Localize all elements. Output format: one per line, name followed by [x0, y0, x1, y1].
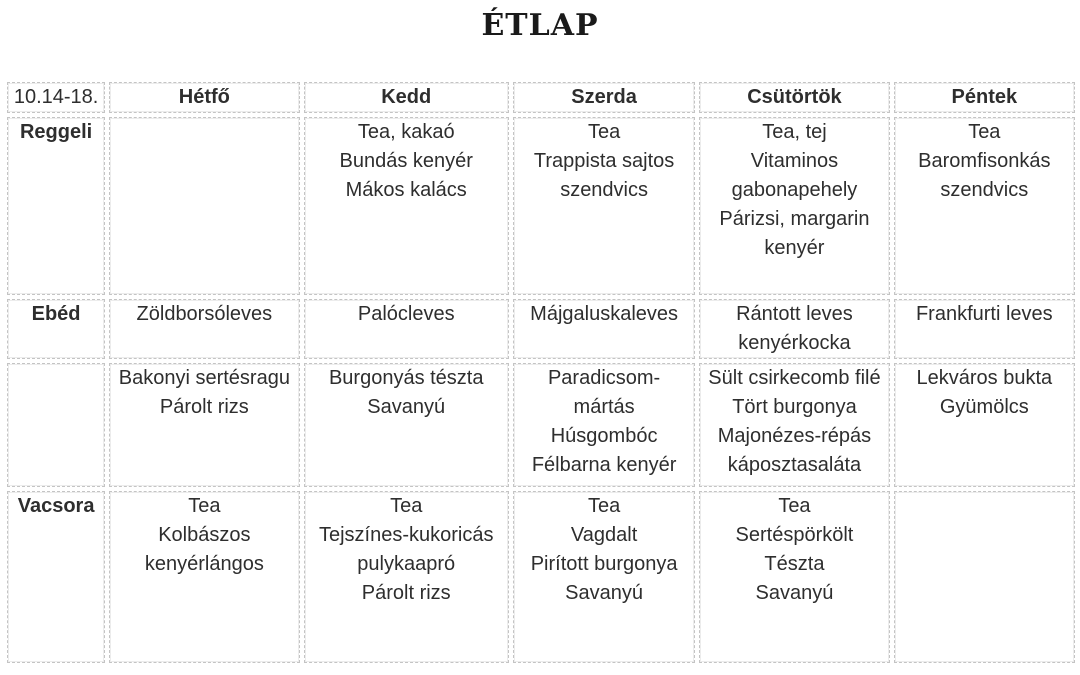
menu-item: kenyérlángos	[144, 553, 264, 575]
menu-item: gabonapehely	[731, 179, 858, 201]
menu-item: szendvics	[560, 179, 648, 201]
menu-cell	[894, 363, 1075, 487]
menu-item: Zöldborsóleves	[136, 303, 273, 325]
menu-item: Húsgombóc	[550, 425, 658, 447]
week-cell: 10.14-18.	[7, 82, 105, 113]
menu-item: Tea	[587, 495, 621, 517]
menu-cell	[513, 363, 695, 487]
menu-item: Párolt rizs	[361, 582, 451, 604]
meal-row-lunch-main	[7, 363, 1075, 487]
row-label-lunch: Ebéd	[7, 299, 105, 359]
menu-cell	[304, 363, 509, 487]
menu-item: Lekváros bukta	[916, 367, 1053, 389]
menu-item: Sült csirkecomb filé	[708, 367, 881, 389]
menu-item: mártás	[573, 396, 635, 418]
menu-cell	[894, 491, 1075, 663]
menu-item: Savanyú	[755, 582, 834, 604]
menu-item: Mákos kalács	[345, 179, 467, 201]
menu-item: Tea	[188, 495, 221, 517]
menu-cell	[699, 491, 889, 663]
meal-row-breakfast	[7, 117, 1075, 295]
menu-item: Bundás kenyér	[339, 150, 473, 172]
menu-cell	[699, 117, 889, 295]
day-header-monday: Hétfő	[109, 82, 299, 113]
menu-item: Vagdalt	[570, 524, 638, 546]
menu-cell	[699, 299, 889, 359]
menu-item: Burgonyás tészta	[328, 367, 484, 389]
menu-item: Tea	[390, 495, 423, 517]
meal-row-lunch-soup	[7, 299, 1075, 359]
menu-item: Májgaluskaleves	[530, 303, 679, 325]
menu-item: Vitaminos	[750, 150, 839, 172]
menu-cell	[513, 491, 695, 663]
menu-cell	[304, 117, 509, 295]
menu-item: Tea	[778, 495, 811, 517]
menu-item: Tea	[587, 121, 621, 143]
menu-item: Tört burgonya	[732, 396, 857, 418]
meal-row-dinner	[7, 491, 1075, 663]
menu-item: Savanyú	[367, 396, 446, 418]
menu-item: Savanyú	[565, 582, 644, 604]
header-row	[7, 82, 1075, 113]
menu-cell	[304, 491, 509, 663]
menu-item: szendvics	[940, 179, 1029, 201]
day-header-thursday: Csütörtök	[699, 82, 889, 113]
menu-cell	[109, 491, 299, 663]
menu-item: Tea	[968, 121, 1001, 143]
day-header-wednesday: Szerda	[513, 82, 695, 113]
menu-cell	[699, 363, 889, 487]
menu-cell	[109, 299, 299, 359]
menu-item: Párolt rizs	[159, 396, 249, 418]
menu-item: Félbarna kenyér	[531, 454, 677, 476]
menu-table	[3, 78, 1079, 667]
menu-item: Trappista sajtos	[533, 150, 675, 172]
menu-cell	[109, 363, 299, 487]
menu-cell	[894, 117, 1075, 295]
menu-item: Gyümölcs	[939, 396, 1029, 418]
menu-item: Kolbászos	[158, 524, 251, 546]
menu-item: Tészta	[764, 553, 825, 575]
menu-cell	[894, 299, 1075, 359]
menu-item: Bakonyi sertésragu	[118, 367, 290, 389]
menu-item: Frankfurti leves	[915, 303, 1053, 325]
day-header-friday: Péntek	[894, 82, 1075, 113]
menu-item: Baromfisonkás	[918, 150, 1051, 172]
menu-item: kenyér	[764, 237, 825, 259]
row-label-dinner: Vacsora	[7, 491, 105, 663]
menu-cell	[513, 299, 695, 359]
day-header-tuesday: Kedd	[304, 82, 509, 113]
menu-item: Paradicsom-	[547, 367, 661, 389]
menu-item: Palócleves	[357, 303, 455, 325]
menu-item: Tea, kakaó	[357, 121, 455, 143]
menu-item: Pirított burgonya	[530, 553, 678, 575]
row-label-empty	[7, 363, 105, 487]
menu-item: Rántott leves	[736, 303, 853, 325]
menu-item: Párizsi, margarin	[719, 208, 870, 230]
menu-item: pulykaapró	[357, 553, 456, 575]
menu-item: Sertéspörkölt	[735, 524, 854, 546]
menu-item: Majonézes-répás	[717, 425, 872, 447]
menu-cell	[513, 117, 695, 295]
menu-item: Tea, tej	[762, 121, 827, 143]
menu-item: káposztasaláta	[727, 454, 862, 476]
menu-cell	[109, 117, 299, 295]
menu-cell	[304, 299, 509, 359]
menu-item: Tejszínes-kukoricás	[318, 524, 494, 546]
page-title: ÉTLAP	[481, 8, 599, 43]
menu-item: kenyérkocka	[738, 332, 851, 354]
row-label-breakfast: Reggeli	[7, 117, 105, 295]
